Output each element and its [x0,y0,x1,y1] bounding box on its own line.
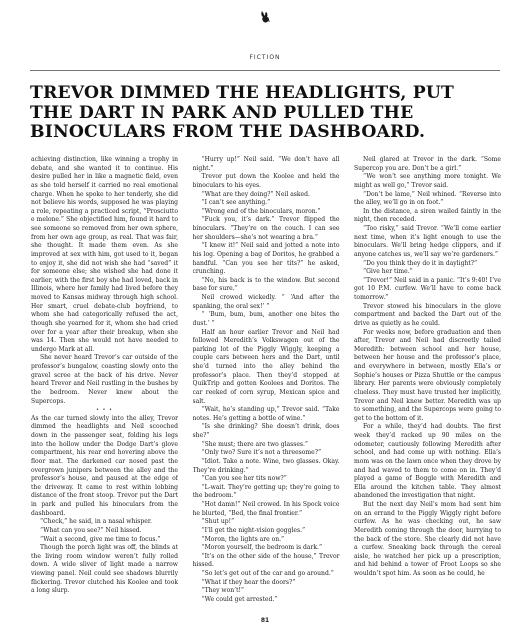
paragraph: “Don’t be lame,” Neil whined. “Reverse into the alley, we’ll go in on foot.” [354,190,501,207]
paragraph: But the next day Neil’s mom had sent him on an errand to the Piggly Wiggly right before curfew. As he was checking out, he saw Meredith coming through the door, hurrying to the back of the store. She clearly did not have a curfew. Sneaking back through the cereal aisle, he watched her pick up a prescription, and hid behind a tower of Froot Loops so she wouldn’t spot him. As soon as he could, he [354,501,501,577]
column-3 [354,156,501,612]
paragraph: Half an hour earlier Trevor and Neil had followed Meredith’s Volkswagen out of the parking lot of the Piggly Wiggly, keeping a couple cars between hers and the Dart, until she’d turned into the alley behind the professor’s place. Then they’d stopped at QuikTrip and gotten Koolees and Doritos. The car reeked of corn syrup, Mexican spice and salt. [192,328,340,405]
paragraph: “Too risky,” said Trevor. “We’ll come earlier next time, when it’s light enough to use the binoculars. We’ll bring hedge clippers, and if anyone catches us, we’ll say we’re gardeners.” [354,225,501,258]
paragraph: Trevor put down the Koolee and held the binoculars to his eyes. [192,173,340,189]
section-label: FICTION [249,54,281,61]
paragraph: “Only two? Sure it’s not a threesome?” [201,449,322,457]
paragraph: “We could get arrested.” [201,595,278,603]
paragraph: “Wait, he’s standing up,” Trevor said. “Take notes. He’s getting a bottle of wine.” [192,406,340,422]
paragraph: “They won’t!” [201,587,245,595]
paragraph: “We won’t see anything more tonight. We might as well go,” Trevor said. [354,173,501,189]
bunny-logo-icon [258,10,272,24]
paragraph: “Can you see her tits now?” [201,475,287,483]
header-divider [30,70,500,71]
paragraph: Trevor stowed his binoculars in the glove compartment and backed the Dart out of the drive as quietly as he could. [354,302,501,327]
headline: TREVOR DIMMED THE HEADLIGHTS, PUT THE DART IN PARK AND PULLED THE BINOCULARS FROM THE DASHBOARD. [30,83,455,142]
paragraph: Neil crowed wickedly. “ ‘And after the spanking, the oral sex!’ ” [192,294,340,310]
paragraph: Though the porch light was off, the blinds at the living room window weren’t fully rolled down. A wide sliver of light made a narrow viewing panel. Neil could see shadows blurrily flickering. Trevor clutched his Koolee and took a long slurp. [31,544,178,595]
paragraph: For weeks now, before graduation and then after, Trevor and Neil had discreetly tailed Meredith: between school and her house, between her house and the professor’s place, and everywhere in between, mostly Ella’s or Sophie’s houses or Pizza Shuttle or the campus library. Her parents were obviously completely clueless. They must have trusted her implicitly, Trevor and Neil knew better. Meredith was up to something, and the Supercops were going to get to the bottom of it. [354,328,501,422]
paragraph: Neil glared at Trevor in the dark. “Some Supercop you are. Don’t be a girl.” [354,156,501,172]
paragraph: “Do you think they do it in daylight?” [363,259,478,267]
paragraph: “Trevor!” Neil said in a panic. “It’s 9:40! I’ve got 10 P.M. curfew. We’ll have to come back tomorrow.” [354,276,501,301]
paragraph: “Is she drinking? She doesn’t drink, does she?” [192,423,340,439]
paragraph: “Wrong end of the binoculars, moron.” [201,207,321,215]
paragraph: “It’s on the other side of the house,” Trevor hissed. [192,552,340,569]
paragraph: “I can’t see anything.” [201,199,271,207]
paragraph: “Hurry up!” Neil said. “We don’t have all night.” [192,156,340,172]
section-break: • • • [95,407,114,414]
paragraph: “ ‘Bum, bum, bum, another one bites the dust.’ ” [192,311,340,327]
paragraph: “Fuck you, it’s dark.” Trevor flipped the binoculars. “They’re on the couch. I can see her shoulders—she’s not wearing a bra.” [192,216,340,241]
paragraph: “Shut up!” [201,518,235,526]
column-2 [193,156,340,612]
paragraph: For a while, they’d had doubts. The first week they’d racked up 90 miles on the odometer, cautiously following Meredith after school, and had come up with nothing. Ella’s mom was on the lawn once when they drove by and had waved to them to come on in. They’d played a game of Boggle with Meredith and Ella around the kitchen table. They almost abandoned the investigation that night. [354,423,501,500]
paragraph: “I knew it!” Neil said and jotted a note into his log. Opening a bag of Doritos, he grabbed a handful. “Can you see her tits?” he asked, crunching. [192,242,340,276]
column-1 [31,156,178,612]
paragraph: “What are they doing?” Neil asked. [201,190,310,198]
paragraph: “L-wait. They’re getting up; they’re going to the bedroom.” [192,483,340,500]
paragraph: “Hot damn!” Neil crowed. In his Spock voice he blurted, “Bed, the final frontier.” [192,501,340,517]
paragraph: “She must; there are two glasses.” [201,440,309,448]
paragraph: In the distance, a siren wailed faintly in the night, then receded. [354,207,501,224]
paragraph: “Moron yourself, the bedroom is dark.” [201,544,323,552]
paragraph: “No, his back is to the window. But second base for sure.” [192,276,340,293]
paragraph: “Moron, the lights are on.” [201,535,285,543]
paragraph: She never heard Trevor’s car outside of the professor’s bungalow, coasting slowly onto the gravel scree at the back of his drive. Never heard Trevor and Neil rustling in the bushes by the bedroom. Never knew about the Supercops. [31,354,178,405]
paragraph: “I’ll get the night-vision goggles.” [201,526,306,534]
paragraph: “What if they hear the doors?” [201,578,296,586]
paragraph: “Wait a second, give me time to focus.” [40,535,161,543]
paragraph: “Idiot. Take a note. Wine, two glasses. Okay. They’re drinking.” [192,457,340,474]
page-number: 81 [260,617,270,624]
body-columns [31,156,501,612]
paragraph: “Check,” he said, in a nasal whisper. [40,518,152,526]
paragraph: “So let’s get out of the car and go around.” [201,570,334,577]
paragraph: “What can you see?” Neil hissed. [40,526,142,534]
paragraph: achieving distinction, like winning a trophy in debate, and she wanted it to continue. His desire pulled her in like a magnetic field, even as she told herself it carried no real emotional charge. When he spoke to her tenderly, she did not believe his words, supposed he was playing a role, repeating a practiced script, “Prosciutto e melone.” She objectified him, found it hard to see someone so removed from her own sphere, from her own age group, as real. That was fair, she thought. It made them even. As she improved at sex with him, got used to it, began to enjoy it, she did not wish she had “saved” it for someone else; she wished she had done it earlier, with the first boy she had loved, back in Illinois, where her family had lived before they moved to Kansas midway through high school. Her smart, cruel debate-club boyfriend, to whom she had categorically refused the act, though she yearned for it, whom she had cried over for a year after their breakup, when she was 14. Then she would not have needed to undergo Mark at all. [31,156,178,353]
paragraph: As the car turned slowly into the alley, Trevor dimmed the headlights and Neil scooched down in the passenger seat, folding his legs into the hollow under the Dodge Dart’s glove compartment, his rear end hovering above the floor mat. The darkened car nosed past the overgrown junipers between the alley and the professor’s house, and paused at the edge of the driveway. It came to rest within lobbing distance of the front stoop. Trevor put the Dart in park and pulled his binoculars from the dashboard. [31,414,178,517]
paragraph: “Give her time.” [363,268,413,276]
